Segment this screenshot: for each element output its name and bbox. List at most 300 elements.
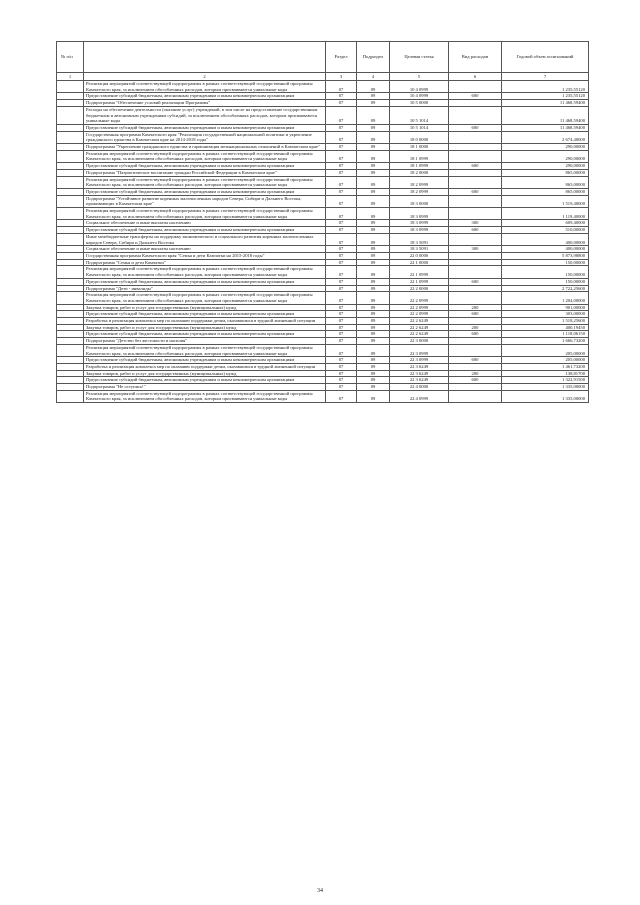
cell-amount: 1 335,00000 [502, 390, 589, 402]
cell-amount: 901,00000 [502, 304, 589, 311]
cell-name: Реализация мероприятий соответствующей подпрограммы в рамках соответствующей государственной программы Камчатского края, за исключением обособленных расходов, которым присваиваются уникальные коды [84, 266, 326, 278]
table-row [57, 344, 589, 356]
table-row [57, 357, 589, 364]
cell-number [57, 390, 84, 402]
cell-target-article: 18 1 0999 [390, 163, 449, 170]
cell-expense-type [449, 266, 502, 278]
cell-name: Подпрограмма "Семья и дети Камчатки" [84, 259, 326, 266]
cell-amount: 865,00000 [502, 176, 589, 188]
cell-name: Разработка и реализация комплекса мер по оказанию поддержки детям, оказавшимся в трудной жизненной ситуации [84, 363, 326, 370]
cell-target-article: 22 3 6249 [390, 363, 449, 370]
table-body [57, 81, 589, 403]
cell-expense-type: 300 [449, 246, 502, 253]
table-row [57, 384, 589, 391]
cell-number [57, 81, 84, 93]
cell-podrazdel: 09 [357, 292, 390, 304]
cell-number [57, 131, 84, 143]
cell-name: Государственная программа Камчатского края "Семья и дети Камчатки на 2015-2018 годы" [84, 252, 326, 259]
cell-name: Предоставление субсидий бюджетным, автономным учреждениям и иным некоммерческим организациям [84, 311, 326, 318]
cell-razdel: 07 [326, 220, 357, 227]
cell-razdel: 07 [326, 384, 357, 391]
cell-target-article: 22 1 0999 [390, 266, 449, 278]
column-number: 5 [390, 73, 449, 81]
cell-podrazdel: 09 [357, 344, 390, 356]
cell-podrazdel: 09 [357, 124, 390, 131]
cell-expense-type [449, 390, 502, 402]
cell-expense-type [449, 384, 502, 391]
cell-amount: 1 335,00000 [502, 384, 589, 391]
cell-number [57, 195, 84, 207]
cell-podrazdel: 09 [357, 188, 390, 195]
table-row [57, 370, 589, 377]
cell-number [57, 246, 84, 253]
cell-expense-type [449, 252, 502, 259]
cell-expense-type [449, 169, 502, 176]
cell-expense-type [449, 344, 502, 356]
cell-target-article: 18 3 5091 [390, 246, 449, 253]
cell-podrazdel: 09 [357, 304, 390, 311]
column-number-row [57, 73, 589, 81]
cell-podrazdel: 09 [357, 357, 390, 364]
cell-podrazdel: 09 [357, 278, 390, 285]
cell-expense-type: 600 [449, 278, 502, 285]
cell-target-article: 22 3 6249 [390, 377, 449, 384]
cell-razdel: 07 [326, 195, 357, 207]
cell-razdel: 07 [326, 278, 357, 285]
header-name [84, 42, 326, 73]
column-number: 7 [502, 73, 589, 81]
table-row [57, 304, 589, 311]
cell-target-article: 22 4 0000 [390, 384, 449, 391]
cell-expense-type [449, 131, 502, 143]
cell-podrazdel: 09 [357, 163, 390, 170]
cell-amount: 510,00000 [502, 227, 589, 234]
cell-amount: 1 119,40000 [502, 208, 589, 220]
cell-expense-type [449, 292, 502, 304]
cell-razdel: 07 [326, 81, 357, 93]
table-row [57, 195, 589, 207]
cell-podrazdel: 09 [357, 150, 390, 162]
cell-razdel: 07 [326, 144, 357, 151]
cell-podrazdel: 09 [357, 93, 390, 100]
cell-target-article: 22 2 0999 [390, 292, 449, 304]
cell-number [57, 344, 84, 356]
cell-number [57, 278, 84, 285]
cell-target-article: 22 0 0000 [390, 252, 449, 259]
cell-target-article: 22 2 6249 [390, 324, 449, 331]
cell-podrazdel: 09 [357, 195, 390, 207]
cell-target-article: 10 4 0999 [390, 93, 449, 100]
cell-number [57, 285, 84, 292]
cell-number [57, 259, 84, 266]
cell-number [57, 227, 84, 234]
table-row [57, 81, 589, 93]
cell-podrazdel: 09 [357, 311, 390, 318]
table-row [57, 106, 589, 124]
header-annual-amount: Годовой объем ассигнований [502, 42, 589, 73]
cell-name: Социальное обеспечение и иные выплаты населению [84, 246, 326, 253]
cell-amount: 5 873,98800 [502, 252, 589, 259]
cell-number [57, 304, 84, 311]
cell-number [57, 208, 84, 220]
cell-name: Социальное обеспечение и иные выплаты населению [84, 220, 326, 227]
cell-razdel: 07 [326, 363, 357, 370]
cell-target-article: 18 3 0999 [390, 227, 449, 234]
cell-name: Предоставление субсидий бюджетным, автономным учреждениям и иным некоммерческим организациям [84, 124, 326, 131]
cell-expense-type [449, 318, 502, 325]
cell-expense-type [449, 81, 502, 93]
cell-expense-type: 300 [449, 220, 502, 227]
cell-podrazdel: 09 [357, 266, 390, 278]
table-row [57, 100, 589, 107]
cell-number [57, 338, 84, 345]
table-row [57, 131, 589, 143]
cell-amount: 865,00000 [502, 188, 589, 195]
cell-number [57, 311, 84, 318]
cell-target-article: 18 1 0999 [390, 150, 449, 162]
cell-name: Реализация мероприятий соответствующей подпрограммы в рамках соответствующей государственной программы Камчатского края, за исключением обособленных расходов, которым присваиваются уникальные коды [84, 390, 326, 402]
cell-expense-type: 600 [449, 124, 502, 131]
cell-number [57, 124, 84, 131]
cell-amount: 400,19450 [502, 324, 589, 331]
cell-target-article: 22 3 0999 [390, 357, 449, 364]
table-row [57, 227, 589, 234]
cell-name: Предоставление субсидий бюджетным, автономным учреждениям и иным некоммерческим организациям [84, 357, 326, 364]
cell-name: Иные межбюджетные трансферты на поддержку экономического и социального развития коренных малочисленных народов Севера, Сибири и Дальнего Востока [84, 233, 326, 245]
cell-amount: 400,00000 [502, 246, 589, 253]
cell-razdel: 07 [326, 188, 357, 195]
cell-amount: 1 235,55120 [502, 81, 589, 93]
cell-number [57, 100, 84, 107]
cell-expense-type [449, 233, 502, 245]
cell-amount: 865,00000 [502, 169, 589, 176]
table-row [57, 246, 589, 253]
cell-expense-type: 200 [449, 304, 502, 311]
cell-number [57, 188, 84, 195]
cell-name: Предоставление субсидий бюджетным, автономным учреждениям и иным некоммерческим организациям [84, 278, 326, 285]
cell-amount: 1 519,40000 [502, 195, 589, 207]
column-number: 2 [84, 73, 326, 81]
column-number: 1 [57, 73, 84, 81]
cell-expense-type: 600 [449, 377, 502, 384]
table-row [57, 220, 589, 227]
cell-razdel: 07 [326, 344, 357, 356]
cell-razdel: 07 [326, 259, 357, 266]
table-row [57, 318, 589, 325]
cell-expense-type: 200 [449, 370, 502, 377]
cell-podrazdel: 09 [357, 106, 390, 124]
cell-podrazdel: 09 [357, 377, 390, 384]
cell-name: Закупка товаров, работ и услуг для государственных (муниципальных) нужд [84, 370, 326, 377]
cell-number [57, 318, 84, 325]
cell-podrazdel: 09 [357, 324, 390, 331]
cell-amount: 290,00000 [502, 163, 589, 170]
cell-podrazdel: 09 [357, 81, 390, 93]
column-number: 4 [357, 73, 390, 81]
cell-razdel: 07 [326, 304, 357, 311]
cell-target-article: 22 4 0999 [390, 390, 449, 402]
cell-target-article: 18 0 0000 [390, 131, 449, 143]
cell-podrazdel: 09 [357, 131, 390, 143]
cell-razdel: 07 [326, 292, 357, 304]
cell-name: Предоставление субсидий бюджетным, автономным учреждениям и иным некоммерческим организациям [84, 377, 326, 384]
cell-razdel: 07 [326, 285, 357, 292]
cell-amount: 1 518,25600 [502, 318, 589, 325]
cell-number [57, 252, 84, 259]
cell-podrazdel: 09 [357, 285, 390, 292]
cell-name: Закупка товаров, работ и услуг для государственных (муниципальных) нужд [84, 304, 326, 311]
cell-podrazdel: 09 [357, 252, 390, 259]
cell-podrazdel: 09 [357, 384, 390, 391]
cell-expense-type [449, 100, 502, 107]
cell-name: Подпрограмма "Не оступись!" [84, 384, 326, 391]
cell-razdel: 07 [326, 93, 357, 100]
cell-razdel: 07 [326, 227, 357, 234]
cell-amount: 138,81700 [502, 370, 589, 377]
cell-razdel: 07 [326, 208, 357, 220]
header-target-article: Целевая статья [390, 42, 449, 73]
cell-target-article: 18 1 0000 [390, 144, 449, 151]
table-row [57, 377, 589, 384]
cell-name: Предоставление субсидий бюджетным, автономным учреждениям и иным некоммерческим организациям [84, 93, 326, 100]
table-row [57, 390, 589, 402]
cell-expense-type [449, 106, 502, 124]
column-number: 6 [449, 73, 502, 81]
cell-amount: 303,00000 [502, 311, 589, 318]
cell-expense-type [449, 338, 502, 345]
cell-expense-type [449, 144, 502, 151]
cell-number [57, 331, 84, 338]
cell-target-article: 10 5 0000 [390, 100, 449, 107]
table-row [57, 285, 589, 292]
cell-target-article: 22 2 6249 [390, 318, 449, 325]
cell-name: Закупка товаров, работ и услуг для государственных (муниципальных) нужд [84, 324, 326, 331]
cell-name: Реализация мероприятий соответствующей подпрограммы в рамках соответствующей государственной программы Камчатского края, за исключением обособленных расходов, которым присваиваются уникальные коды [84, 81, 326, 93]
cell-number [57, 106, 84, 124]
cell-amount: 1 235,55120 [502, 93, 589, 100]
table-row [57, 176, 589, 188]
cell-podrazdel: 09 [357, 233, 390, 245]
cell-target-article: 22 3 0000 [390, 338, 449, 345]
cell-number [57, 93, 84, 100]
cell-podrazdel: 09 [357, 390, 390, 402]
table-row [57, 93, 589, 100]
table-row [57, 259, 589, 266]
cell-name: Реализация мероприятий соответствующей подпрограммы в рамках соответствующей государственной программы Камчатского края, за исключением обособленных расходов, которым присваиваются уникальные коды [84, 292, 326, 304]
table-row [57, 144, 589, 151]
cell-name: Предоставление субсидий бюджетным, автономным учреждениям и иным некоммерческим организациям [84, 331, 326, 338]
cell-name: Государственная программа Камчатского края "Реализация государственной национальной политики и укрепление гражданского единства в Камчатском крае на 2014-2018 годы" [84, 131, 326, 143]
cell-podrazdel: 09 [357, 338, 390, 345]
cell-amount: 2 722,25600 [502, 285, 589, 292]
cell-razdel: 07 [326, 324, 357, 331]
cell-name: Подпрограмма "Дети - инвалиды" [84, 285, 326, 292]
header-number: № п/п [57, 42, 84, 73]
cell-podrazdel: 09 [357, 363, 390, 370]
cell-podrazdel: 09 [357, 246, 390, 253]
cell-amount: 150,00000 [502, 266, 589, 278]
table-row [57, 124, 589, 131]
cell-expense-type: 600 [449, 311, 502, 318]
cell-podrazdel: 09 [357, 100, 390, 107]
cell-number [57, 233, 84, 245]
cell-name: Подпрограмма "Укрепление гражданского единства и гармонизация межнациональных отношений в Камчатском крае" [84, 144, 326, 151]
table-row [57, 169, 589, 176]
budget-table [56, 41, 589, 403]
cell-name: Подпрограмма "Детство без жестокости и насилия" [84, 338, 326, 345]
cell-expense-type: 600 [449, 93, 502, 100]
cell-name: Реализация мероприятий соответствующей подпрограммы в рамках соответствующей государственной программы Камчатского края, за исключением обособленных расходов, которым присваиваются уникальные коды [84, 344, 326, 356]
header-podrazdel: Подраздел [357, 42, 390, 73]
cell-razdel: 07 [326, 390, 357, 402]
cell-razdel: 07 [326, 169, 357, 176]
cell-amount: 11 468,59400 [502, 106, 589, 124]
cell-amount: 11 468,59400 [502, 100, 589, 107]
table-row [57, 311, 589, 318]
page-number: 34 [317, 888, 323, 894]
table-row [57, 188, 589, 195]
cell-razdel: 07 [326, 150, 357, 162]
cell-expense-type: 600 [449, 227, 502, 234]
table-row [57, 266, 589, 278]
cell-amount: 1 204,00000 [502, 292, 589, 304]
table-row [57, 338, 589, 345]
cell-target-article: 22 1 0000 [390, 259, 449, 266]
table-row [57, 150, 589, 162]
cell-razdel: 07 [326, 163, 357, 170]
cell-podrazdel: 09 [357, 259, 390, 266]
cell-razdel: 07 [326, 124, 357, 131]
cell-number [57, 363, 84, 370]
cell-name: Предоставление субсидий бюджетным, автономным учреждениям и иным некоммерческим организациям [84, 188, 326, 195]
cell-expense-type: 600 [449, 188, 502, 195]
cell-razdel: 07 [326, 338, 357, 345]
cell-number [57, 220, 84, 227]
cell-number [57, 377, 84, 384]
cell-target-article: 10 5 1014 [390, 106, 449, 124]
cell-expense-type [449, 363, 502, 370]
cell-podrazdel: 09 [357, 370, 390, 377]
cell-expense-type: 600 [449, 163, 502, 170]
cell-name: Реализация мероприятий соответствующей подпрограммы в рамках соответствующей государственной программы Камчатского края, за исключением обособленных расходов, которым присваиваются уникальные коды [84, 176, 326, 188]
document-page [56, 41, 588, 403]
cell-amount: 1 461,73200 [502, 363, 589, 370]
cell-expense-type: 200 [449, 324, 502, 331]
cell-number [57, 163, 84, 170]
cell-podrazdel: 09 [357, 208, 390, 220]
cell-podrazdel: 09 [357, 331, 390, 338]
cell-number [57, 324, 84, 331]
cell-target-article: 18 3 0999 [390, 220, 449, 227]
cell-amount: 1 322,91500 [502, 377, 589, 384]
cell-razdel: 07 [326, 233, 357, 245]
cell-target-article: 18 2 0999 [390, 188, 449, 195]
table-row [57, 208, 589, 220]
table-row [57, 278, 589, 285]
cell-target-article: 22 3 0999 [390, 344, 449, 356]
cell-target-article: 10 5 1014 [390, 124, 449, 131]
column-number: 3 [326, 73, 357, 81]
cell-target-article: 22 2 0999 [390, 311, 449, 318]
table-row [57, 324, 589, 331]
cell-number [57, 176, 84, 188]
cell-name: Подпрограмма "Устойчивое развитие коренных малочисленных народов Севера, Сибири и Дальнего Востока, проживающих в Камчатском крае" [84, 195, 326, 207]
table-row [57, 363, 589, 370]
cell-podrazdel: 09 [357, 176, 390, 188]
cell-expense-type [449, 208, 502, 220]
cell-name: Подпрограмма "Обеспечение условий реализации Программы" [84, 100, 326, 107]
cell-number [57, 169, 84, 176]
cell-number [57, 384, 84, 391]
cell-razdel: 07 [326, 266, 357, 278]
table-row [57, 292, 589, 304]
cell-amount: 205,00000 [502, 344, 589, 356]
cell-razdel: 07 [326, 246, 357, 253]
cell-amount: 1 666,73200 [502, 338, 589, 345]
cell-target-article: 18 2 0999 [390, 176, 449, 188]
cell-name: Предоставление субсидий бюджетным, автономным учреждениям и иным некоммерческим организациям [84, 227, 326, 234]
cell-expense-type: 600 [449, 331, 502, 338]
cell-podrazdel: 09 [357, 227, 390, 234]
cell-razdel: 07 [326, 331, 357, 338]
cell-number [57, 357, 84, 364]
cell-expense-type [449, 259, 502, 266]
cell-amount: 11 468,59400 [502, 124, 589, 131]
cell-expense-type [449, 285, 502, 292]
cell-podrazdel: 09 [357, 144, 390, 151]
cell-amount: 150,00000 [502, 259, 589, 266]
cell-expense-type [449, 195, 502, 207]
cell-target-article: 18 2 0000 [390, 169, 449, 176]
cell-target-article: 18 3 0999 [390, 208, 449, 220]
cell-name: Реализация мероприятий соответствующей подпрограммы в рамках соответствующей государственной программы Камчатского края, за исключением обособленных расходов, которым присваиваются уникальные коды [84, 208, 326, 220]
cell-name: Реализация мероприятий соответствующей подпрограммы в рамках соответствующей государственной программы Камчатского края, за исключением обособленных расходов, которым присваиваются уникальные коды [84, 150, 326, 162]
cell-number [57, 144, 84, 151]
header-expense-type: Вид расходов [449, 42, 502, 73]
cell-target-article: 22 1 0999 [390, 278, 449, 285]
cell-razdel: 07 [326, 252, 357, 259]
cell-razdel: 07 [326, 377, 357, 384]
table-row [57, 252, 589, 259]
table-row [57, 163, 589, 170]
table-header-row [57, 42, 589, 73]
cell-podrazdel: 09 [357, 318, 390, 325]
cell-amount: 150,00000 [502, 278, 589, 285]
cell-number [57, 150, 84, 162]
cell-podrazdel: 09 [357, 220, 390, 227]
header-razdel: Раздел [326, 42, 357, 73]
cell-expense-type: 600 [449, 357, 502, 364]
cell-target-article: 22 2 6249 [390, 331, 449, 338]
cell-razdel: 07 [326, 357, 357, 364]
cell-razdel: 07 [326, 131, 357, 143]
cell-amount: 609,40000 [502, 220, 589, 227]
table-row [57, 233, 589, 245]
cell-target-article: 22 2 0000 [390, 285, 449, 292]
cell-target-article: 10 4 0999 [390, 81, 449, 93]
table-row [57, 331, 589, 338]
cell-target-article: 18 3 5091 [390, 233, 449, 245]
cell-target-article: 18 3 0000 [390, 195, 449, 207]
cell-target-article: 22 2 0999 [390, 304, 449, 311]
cell-name: Разработка и реализация комплекса мер по оказанию поддержки детям, оказавшимся в трудной жизненной ситуации [84, 318, 326, 325]
cell-amount: 290,00000 [502, 144, 589, 151]
cell-podrazdel: 09 [357, 169, 390, 176]
cell-razdel: 07 [326, 311, 357, 318]
cell-target-article: 22 3 6249 [390, 370, 449, 377]
cell-name: Подпрограмма "Патриотическое воспитание граждан Российской Федерации в Камчатском крае" [84, 169, 326, 176]
cell-number [57, 370, 84, 377]
